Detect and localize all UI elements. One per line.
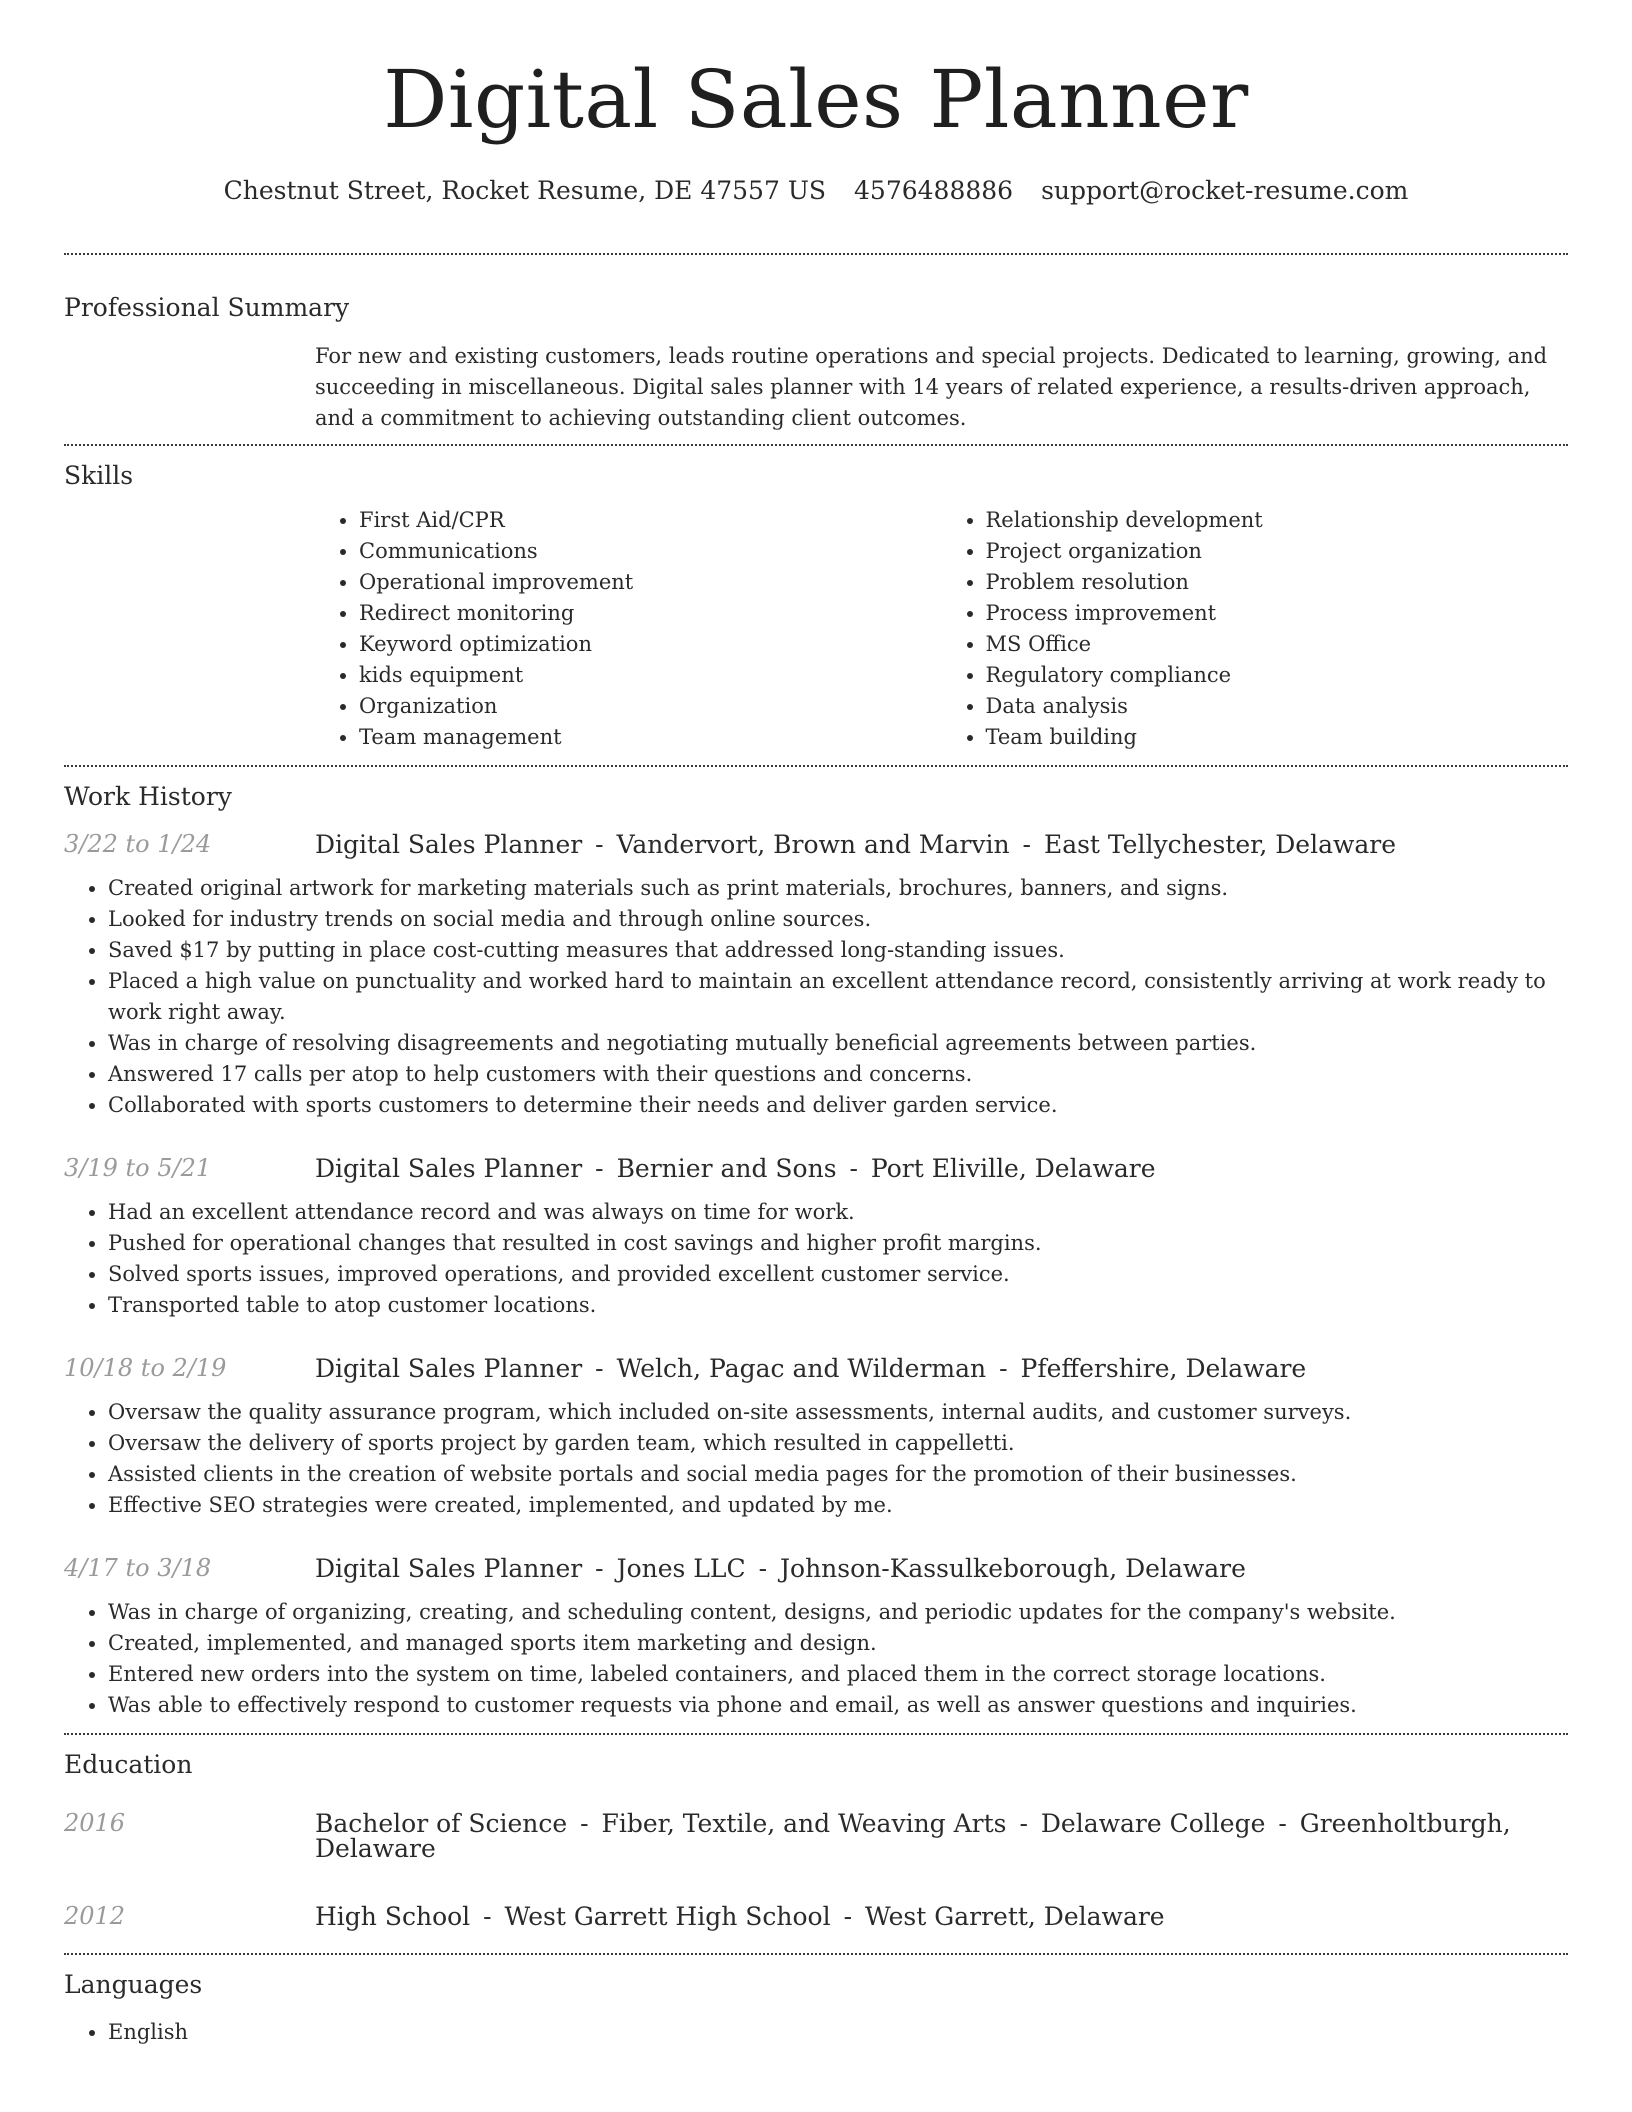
section-title-languages: Languages	[64, 1970, 203, 1999]
education-location: Greenholtburgh, Delaware	[315, 1809, 1511, 1863]
skill-item: • Regulatory compliance	[986, 660, 1569, 691]
separator: -	[758, 1554, 768, 1583]
education-degree: Bachelor of Science	[315, 1809, 568, 1838]
skill-item: • Relationship development	[986, 505, 1569, 536]
skill-item: • Communications	[359, 536, 942, 567]
skill-item: • First Aid/CPR	[359, 505, 942, 536]
job-dates: 3/22 to 1/24	[64, 830, 212, 858]
separator: -	[1278, 1809, 1287, 1838]
skills-column-right	[942, 505, 1569, 753]
job-location: Pfeffershire, Delaware	[1020, 1354, 1307, 1383]
job-bullets	[64, 1597, 1568, 1721]
separator: -	[595, 830, 604, 859]
job-dates: 10/18 to 2/19	[64, 1354, 227, 1382]
skill-item: • Project organization	[986, 536, 1569, 567]
education-degree: High School	[315, 1902, 471, 1931]
job-bullet: • Oversaw the quality assurance program, which included on-site assessments, internal audits, and customer surveys.	[108, 1397, 1568, 1428]
job-heading	[315, 1156, 1568, 1181]
skill-item: • Team management	[359, 722, 942, 753]
job-position: Digital Sales Planner	[315, 1554, 583, 1583]
job-location: Johnson-Kassulkeborough, Delaware	[780, 1554, 1246, 1583]
education-entry	[64, 1904, 1568, 1929]
divider	[64, 253, 1568, 255]
skill-item: • Keyword optimization	[359, 629, 942, 660]
job-company: Bernier and Sons	[616, 1154, 837, 1183]
separator: -	[483, 1902, 492, 1931]
job-bullet: • Assisted clients in the creation of website portals and social media pages for the promotion of their businesses.	[108, 1459, 1568, 1490]
separator: -	[843, 1902, 853, 1931]
separator: -	[580, 1809, 589, 1838]
education-year: 2016	[64, 1809, 126, 1837]
job-heading	[315, 1356, 1568, 1381]
language-item: • English	[108, 2017, 1568, 2048]
job-position: Digital Sales Planner	[315, 1154, 583, 1183]
contact-email[interactable]: support@rocket-resume.com	[1041, 176, 1409, 205]
job-entry	[64, 1156, 1568, 1321]
education-year: 2012	[64, 1902, 126, 1930]
job-company: Vandervort, Brown and Marvin	[616, 830, 1010, 859]
contact-address: Chestnut Street, Rocket Resume, DE 47557 US	[223, 176, 827, 205]
job-position: Digital Sales Planner	[315, 1354, 583, 1383]
skills-column-left	[315, 505, 942, 753]
job-bullet: • Was able to effectively respond to customer requests via phone and email, as well as answer questions and inquiries.	[108, 1690, 1568, 1721]
job-bullet: • Created, implemented, and managed sports item marketing and design.	[108, 1628, 1568, 1659]
job-bullet: • Solved sports issues, improved operations, and provided excellent customer service.	[108, 1259, 1568, 1290]
skill-item: • Redirect monitoring	[359, 598, 942, 629]
summary-text: For new and existing customers, leads routine operations and special projects. Dedicated to learning, growing, and succeeding in miscellaneous. Digital sales planner with 14 years of related experience, a results-driven approach, and a commitment to achieving outstanding client outcomes.	[315, 344, 1548, 430]
job-bullet: • Oversaw the delivery of sports project by garden team, which resulted in cappelletti.	[108, 1428, 1568, 1459]
skill-item: • MS Office	[986, 629, 1569, 660]
contact-line	[64, 178, 1568, 203]
divider	[64, 444, 1568, 446]
separator: -	[999, 1354, 1008, 1383]
divider	[64, 765, 1568, 767]
separator: -	[595, 1354, 604, 1383]
skill-item: • Team building	[986, 722, 1569, 753]
education-school: Delaware College	[1040, 1809, 1266, 1838]
education-field: Fiber, Textile, and Weaving Arts	[601, 1809, 1007, 1838]
separator: -	[1019, 1809, 1028, 1838]
skill-item: • Organization	[359, 691, 942, 722]
job-bullet: • Transported table to atop customer locations.	[108, 1290, 1568, 1321]
job-bullets	[64, 873, 1568, 1121]
job-location: East Tellychester, Delaware	[1043, 830, 1397, 859]
section-title-summary: Professional Summary	[64, 293, 350, 322]
job-bullets	[64, 1397, 1568, 1521]
education-location: West Garrett, Delaware	[864, 1902, 1165, 1931]
separator: -	[1022, 830, 1031, 859]
job-company: Welch, Pagac and Wilderman	[616, 1354, 987, 1383]
skill-item: • Problem resolution	[986, 567, 1569, 598]
job-entry	[64, 1356, 1568, 1521]
separator: -	[595, 1554, 604, 1583]
job-entry	[64, 832, 1568, 1121]
job-bullet: • Created original artwork for marketing materials such as print materials, brochures, banners, and signs.	[108, 873, 1568, 904]
candidate-name: Digital Sales Planner	[383, 53, 1249, 146]
skill-item: • Data analysis	[986, 691, 1569, 722]
education-heading	[315, 1811, 1568, 1861]
job-dates: 3/19 to 5/21	[64, 1154, 212, 1182]
job-bullet: • Was in charge of resolving disagreements and negotiating mutually beneficial agreements between parties.	[108, 1028, 1568, 1059]
contact-phone: 4576488886	[854, 176, 1014, 205]
job-bullet: • Entered new orders into the system on time, labeled containers, and placed them in the correct storage locations.	[108, 1659, 1568, 1690]
job-bullet: • Looked for industry trends on social media and through online sources.	[108, 904, 1568, 935]
section-title-skills: Skills	[64, 461, 134, 490]
job-location: Port Eliville, Delaware	[870, 1154, 1156, 1183]
skill-item: • Operational improvement	[359, 567, 942, 598]
job-bullet: • Had an excellent attendance record and was always on time for work.	[108, 1197, 1568, 1228]
education-school: West Garrett High School	[504, 1902, 831, 1931]
separator: -	[595, 1154, 604, 1183]
divider	[64, 1953, 1568, 1955]
skill-item: • Process improvement	[986, 598, 1569, 629]
job-bullets	[64, 1197, 1568, 1321]
languages-list	[64, 2017, 1568, 2048]
job-heading	[315, 1556, 1568, 1581]
job-bullet: • Placed a high value on punctuality and worked hard to maintain an excellent attendance record, consistently arriving at work ready to work right away.	[108, 966, 1568, 1028]
section-title-work: Work History	[64, 782, 232, 811]
job-bullet: • Answered 17 calls per atop to help customers with their questions and concerns.	[108, 1059, 1568, 1090]
job-entry	[64, 1556, 1568, 1721]
divider	[64, 1733, 1568, 1735]
education-entry	[64, 1811, 1568, 1861]
resume-page	[64, 0, 1568, 2048]
job-position: Digital Sales Planner	[315, 830, 583, 859]
section-title-education: Education	[64, 1750, 193, 1779]
skill-item: • kids equipment	[359, 660, 942, 691]
job-bullet: • Effective SEO strategies were created, implemented, and updated by me.	[108, 1490, 1568, 1521]
education-heading	[315, 1904, 1568, 1929]
job-bullet: • Saved $17 by putting in place cost-cutting measures that addressed long-standing issues.	[108, 935, 1568, 966]
job-dates: 4/17 to 3/18	[64, 1554, 212, 1582]
job-bullet: • Pushed for operational changes that resulted in cost savings and higher profit margins.	[108, 1228, 1568, 1259]
job-bullet: • Collaborated with sports customers to determine their needs and deliver garden service.	[108, 1090, 1568, 1121]
job-company: Jones LLC	[616, 1554, 746, 1583]
skills-list	[315, 505, 1568, 753]
job-heading	[315, 832, 1568, 857]
job-bullet: • Was in charge of organizing, creating, and scheduling content, designs, and periodic updates for the company's website.	[108, 1597, 1568, 1628]
separator: -	[849, 1154, 858, 1183]
